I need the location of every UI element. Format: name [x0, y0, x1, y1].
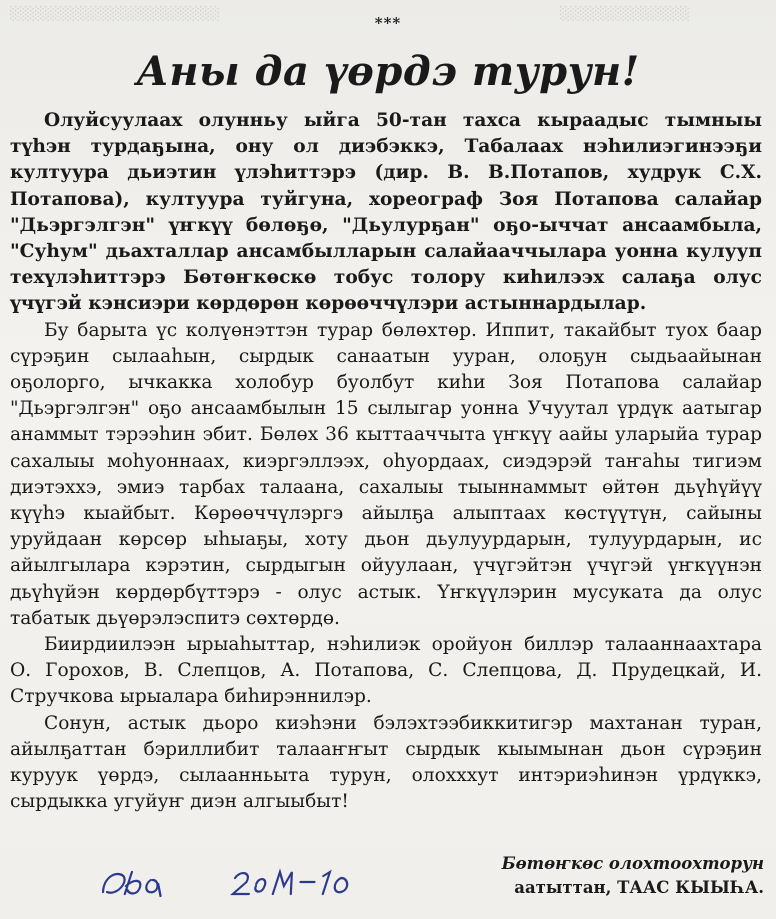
- bleed-through-text: ░░░░░░░░░░░░░: [560, 7, 690, 22]
- author-signature: [464, 852, 764, 900]
- bleed-through-text: ░░░░░░░░░░░░░░░░░░░░░: [10, 7, 220, 22]
- section-stars: ***: [374, 14, 402, 32]
- article-title: Аны да үөрдэ турун!: [136, 48, 640, 95]
- article-body: [10, 108, 762, 815]
- handwritten-annotation: [225, 862, 372, 909]
- signature-line: Бөтөҥкөс олохтоохторун: [501, 854, 764, 873]
- signature-line: аатыттан, ТААС КЫЫҺА.: [514, 878, 764, 897]
- body-paragraph: Сонун, астык дьоро киэһэни бэлэхтээбиккитигэр махтанан туран, айылҕаттан бэриллибит талааҥҥыт сырдык кыымынан дьон сүрэҕин куруук үөрдэ, сылаанньыта турун, олохххут интэриэһинэн үрдүккэ, сырдыкка угуйуҥ диэн алгыыбыт!: [10, 712, 762, 813]
- handwritten-annotation: [97, 862, 184, 909]
- body-paragraph: Бу барыта үс колүөнэттэн турар бөлөхтөр. Иппит, такайбыт туох баар сүрэҕин сылааһын, сырдык санаатын ууран, олоҕун сыдьаайынан оҕолорго, ычкакка холобур буолбут киһи Зоя Потапова салайар "Дьэргэлгэн" оҕо ансаамбылын 15 сылыгар уонна Учуутал үрдүк аатыгар анаммыт тэрээһин эбит. Бөлөх 36 кыттааччыта үҥкүү аайы уларыйа турар сахалыы моһуоннаах, киэргэллээх, оһуордаах, сиэдэрэй таҥаһы тигиэм диэтэххэ, эмиэ тарбах талаана, сахалыы тыыннаммыт өйтөн дьүһүйүү күүһэ кыайбыт. Көрөөччүлэргэ айылҕа алыптаах көстүүтүн, сайыны уруйдаан көрсөр ыһыаҕы, хоту дьон дьулуурдарын, тулуурдарын, ис айылгылара кэрэтин, сырдыгын ойуулаан, үчүгэйтэн үчүгэй үҥкүүнэн дьүһүйэн көрдөрбүттэрэ - олус астык. Үҥкүүлэрин мусуката да олус табатык дьүөрэлэспитэ сөхтөрдө.: [10, 319, 762, 629]
- body-paragraph: Биирдиилээн ырыаһыттар, нэһилиэк оройуон биллэр талааннаахтара О. Горохов, В. Слепцов, А. Потапова, С. Слепцова, Д. Прудецкай, И. Стручкова ырыалара биһирэннилэр.: [10, 634, 762, 708]
- lead-paragraph: Олуйсуулаах олунньу ыйга 50-тан тахса кыраадыс тымныы түһэн турдаҕына, ону ол диэбэккэ, Табалаах нэһилиэгинээҕи култуура дьиэтин үлэһиттэрэ (дир. В. В.Потапов, худрук С.Х. Потапова), култуура туйгуна, хореограф Зоя Потапова салайар "Дьэргэлгэн" үҥкүү бөлөҕө, "Дьулурҕан" оҕо-ыччат ансаамбыла, "Суһум" дьахталлар ансамбылларын салайааччылара уонна кулууп техүлэһиттэрэ Бөтөҥкөскө тобус толору киһилээх салаҕа олус үчүгэй кэнсиэри көрдөрөн көрөөччүлэри астыннардылар.: [10, 110, 762, 315]
